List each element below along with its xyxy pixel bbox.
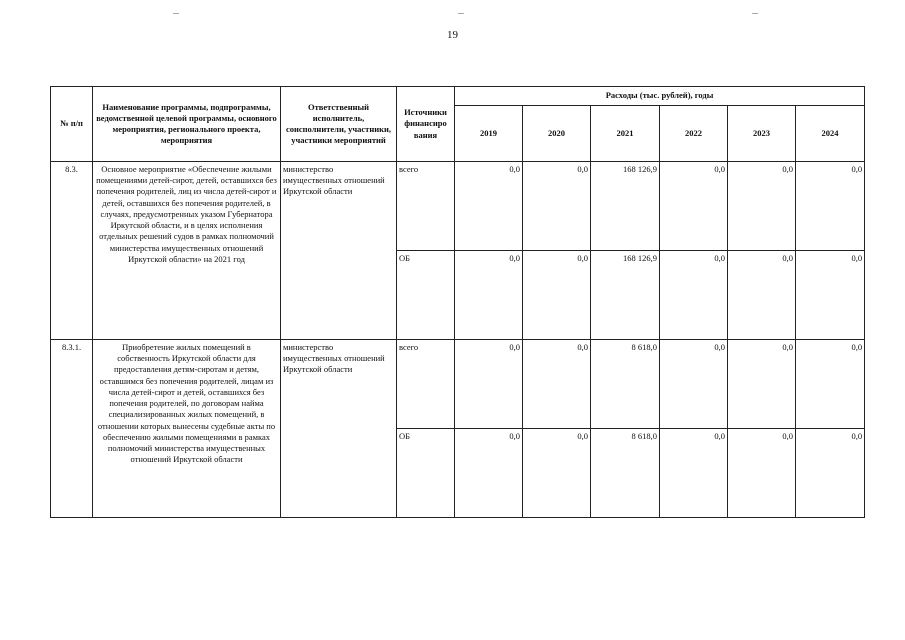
expense-value: 0,0 (455, 162, 523, 251)
expense-value: 0,0 (523, 429, 591, 518)
row-number: 8.3. (51, 162, 93, 340)
funding-source: ОБ (397, 429, 455, 518)
funding-source: всего (397, 340, 455, 429)
page-number: 19 (447, 29, 458, 41)
header-year: 2024 (796, 106, 865, 162)
expense-value: 0,0 (523, 162, 591, 251)
row-name: Приобретение жилых помещений в собственность Иркутской области для предоставления детям-сиротам и детям, оставшимся без попечения родителей, лицам из числа детей-сирот и детей, оставшихся без попечения родителей, по договорам найма специализированных жилых помещений, в отношении которых вынесены судебные акты по обеспечению жилыми помещениями в рамках полномочий министерства имущественных отношений Иркутской области (93, 340, 281, 518)
row-name: Основное мероприятие «Обеспечение жилыми помещениями детей-сирот, детей, оставшихся без попечения родителей, лиц из числа детей-сирот и детей, оставшихся без попечения родителей, в случаях, предусмотренных указом Губернатора Иркутской области, и в целях исполнения отдельных решений судов в рамках полномочий министерства имущественных отношений Иркутской области» на 2021 год (93, 162, 281, 340)
header-num: № п/п (51, 87, 93, 162)
row-executor: министерство имущественных отношений Иркутской области (281, 340, 397, 518)
expense-value: 168 126,9 (591, 162, 660, 251)
expense-value: 0,0 (455, 429, 523, 518)
expense-value: 0,0 (796, 162, 865, 251)
expense-value: 0,0 (796, 340, 865, 429)
funding-source: всего (397, 162, 455, 251)
expense-value: 0,0 (796, 429, 865, 518)
header-executor: Ответственный исполнитель, соисполнители, участники, участники мероприятий (281, 87, 397, 162)
expense-value: 8 618,0 (591, 429, 660, 518)
scan-mark (752, 13, 758, 14)
expense-value: 0,0 (455, 340, 523, 429)
table-row (51, 162, 865, 251)
expense-value: 168 126,9 (591, 251, 660, 340)
expense-value: 0,0 (728, 429, 796, 518)
expense-value: 0,0 (660, 340, 728, 429)
expense-value: 0,0 (728, 251, 796, 340)
expense-value: 0,0 (523, 340, 591, 429)
funding-source: ОБ (397, 251, 455, 340)
header-expenses: Расходы (тыс. рублей), годы (455, 87, 865, 106)
header-year: 2021 (591, 106, 660, 162)
scan-mark (173, 13, 179, 14)
row-number: 8.3.1. (51, 340, 93, 518)
header-year: 2022 (660, 106, 728, 162)
header-year: 2020 (523, 106, 591, 162)
expense-value: 0,0 (796, 251, 865, 340)
header-source: Источники финансиро вания (397, 87, 455, 162)
header-year: 2023 (728, 106, 796, 162)
header-name: Наименование программы, подпрограммы, ведомственной целевой программы, основного мероприятия, регионального проекта, мероприятия (93, 87, 281, 162)
row-executor: министерство имущественных отношений Иркутской области (281, 162, 397, 340)
expense-value: 0,0 (728, 340, 796, 429)
table-row (51, 340, 865, 429)
expense-value: 0,0 (523, 251, 591, 340)
expense-value: 0,0 (455, 251, 523, 340)
budget-table (50, 86, 865, 518)
expense-value: 0,0 (660, 162, 728, 251)
expense-value: 0,0 (660, 251, 728, 340)
scan-mark (458, 13, 464, 14)
expense-value: 0,0 (660, 429, 728, 518)
expense-value: 0,0 (728, 162, 796, 251)
expense-value: 8 618,0 (591, 340, 660, 429)
header-year: 2019 (455, 106, 523, 162)
